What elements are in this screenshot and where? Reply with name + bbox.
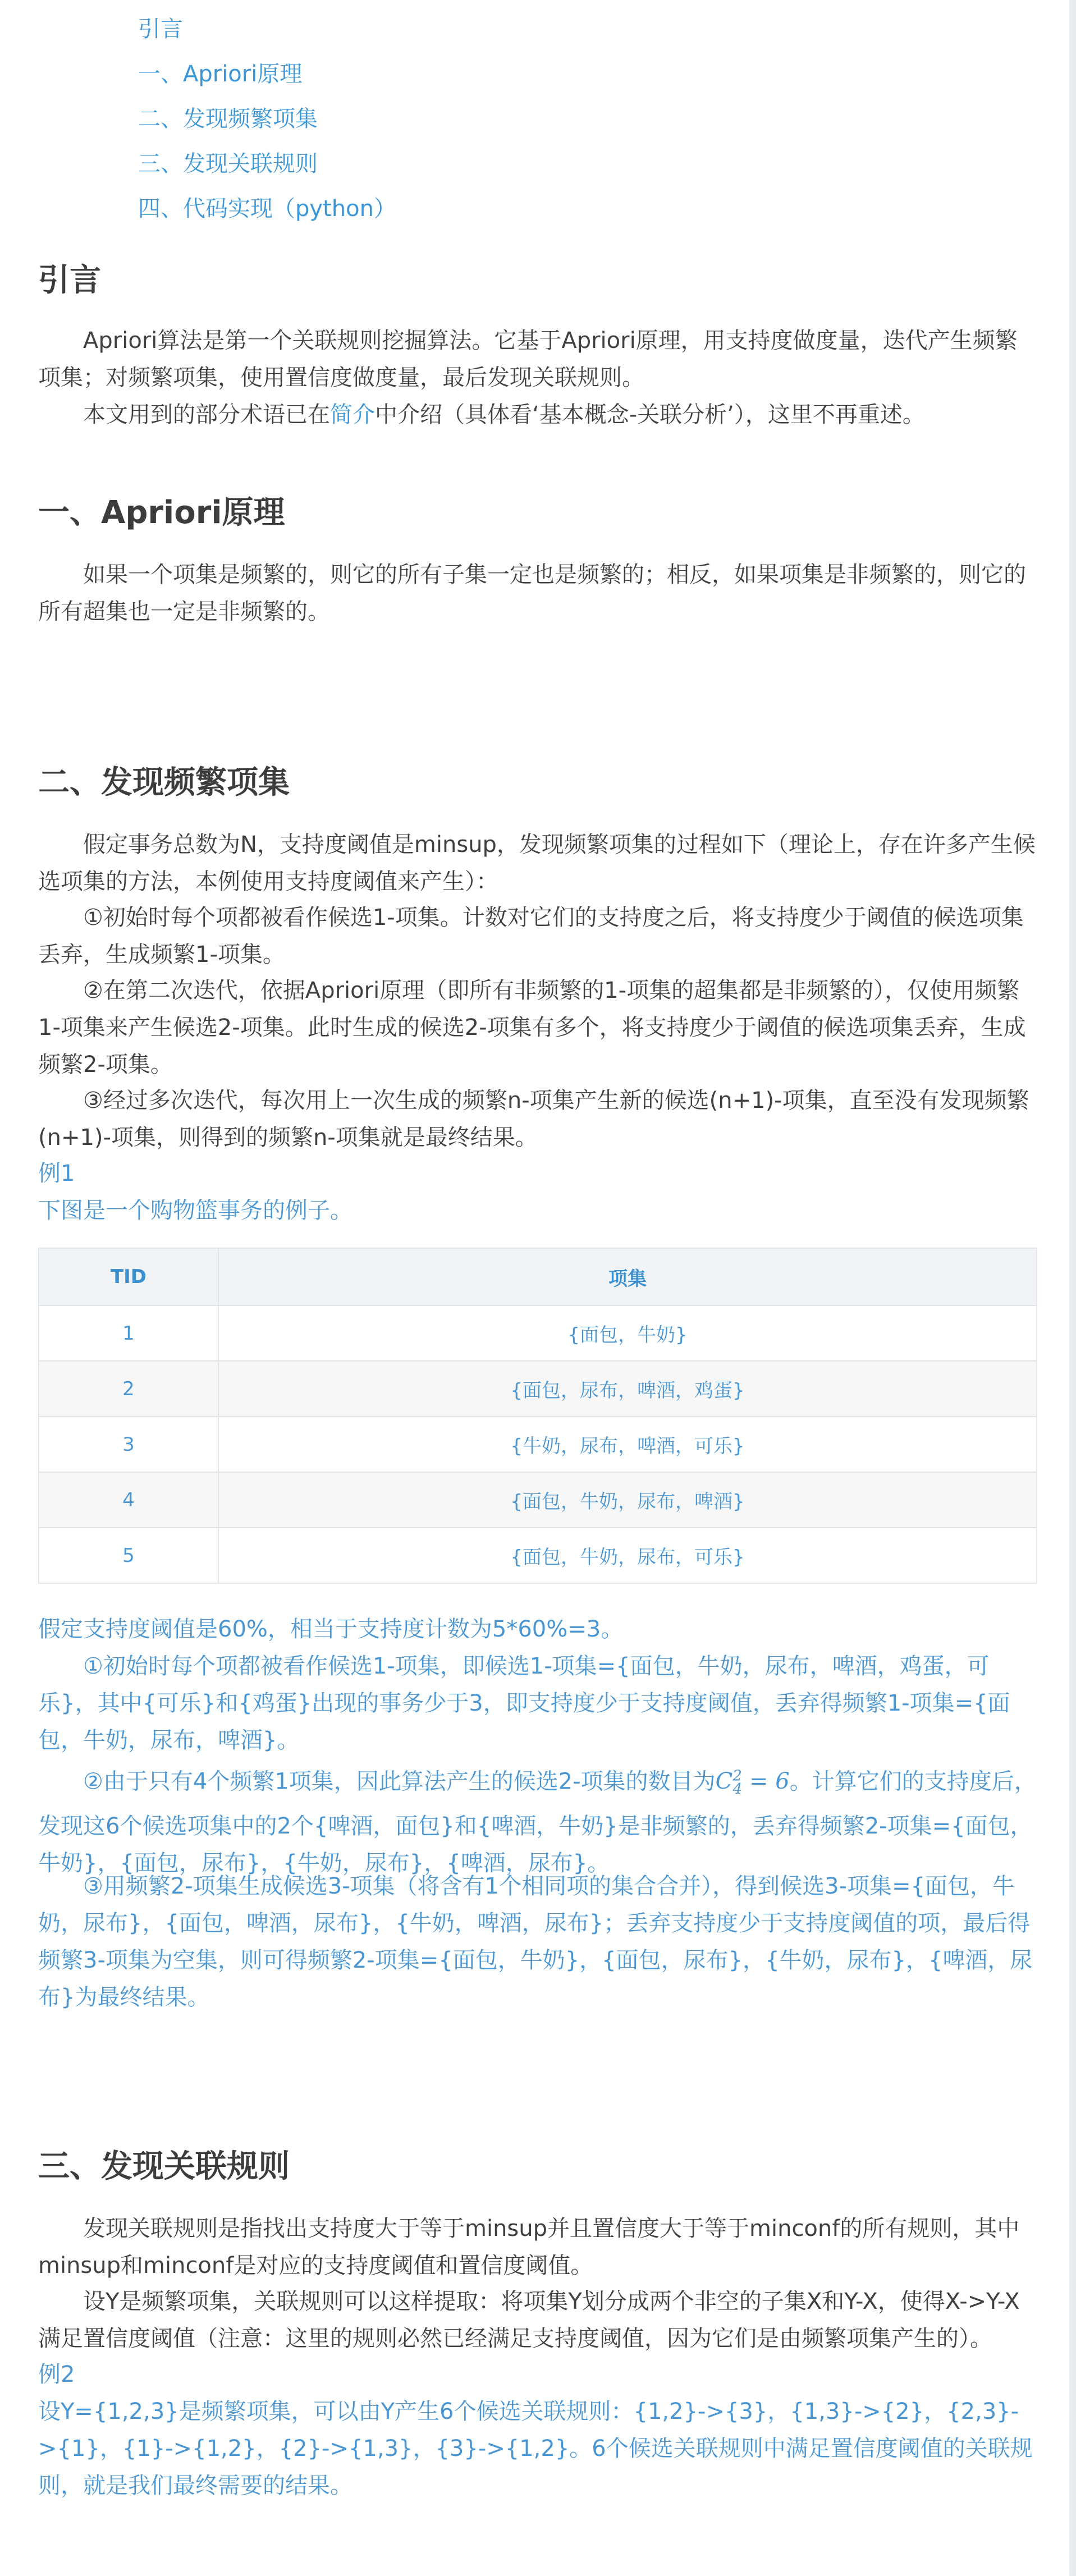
article-content (38, 0, 1037, 2499)
table-cell-tid: 4 (39, 1472, 218, 1528)
toc-link-intro[interactable]: 引言 (138, 16, 183, 42)
section3-heading: 三、发现关联规则 (38, 2148, 290, 2185)
table-row (39, 1417, 1037, 1472)
table-row (39, 1528, 1037, 1583)
table-cell-tid: 5 (39, 1528, 218, 1583)
table-cell-itemset: {面包，牛奶，尿布，可乐} (218, 1528, 1037, 1583)
table-cell-itemset: {面包，尿布，啤酒，鸡蛋} (218, 1361, 1037, 1417)
example1-step-0: 假定支持度阈值是60%，相当于支持度计数为5*60%=3。 (38, 1616, 624, 1642)
toc-item-code[interactable] (138, 192, 1076, 237)
example1-step-2-after: 。计算它们的支持度后，发现这6个候选项集中的2个{啤酒，面包}和{啤酒，牛奶}是非频繁的，丢弃得频繁2-项集={面包，牛奶}，{面包，尿布}，{牛奶，尿布}，{啤酒，尿布}。 (38, 1768, 1037, 1877)
intro-p2-before: 本文用到的部分术语已在 (83, 402, 330, 428)
formula-subscript: 4 (732, 1781, 743, 1798)
intro-paragraph-2 (38, 396, 1037, 433)
table-header-row (39, 1248, 1037, 1305)
toc-item-frequent-itemsets[interactable] (138, 102, 1076, 147)
toc-link-apriori-principle[interactable]: 一、Apriori原理 (138, 61, 303, 87)
combination-formula (715, 1768, 790, 1798)
intro-link-overview[interactable]: 简介 (330, 402, 375, 428)
table-cell-tid: 2 (39, 1361, 218, 1417)
example2-title: 例2 (38, 2362, 75, 2387)
section2-paragraph-3: ②在第二次迭代，依据Apriori原理（即所有非频繁的1-项集的超集都是非频繁的），仅使用频繁1-项集来产生候选2-项集。此时生成的候选2-项集有多个，将支持度少于阈值的候选项集丢弃，生成频繁2-项集。 (38, 978, 1026, 1078)
transactions-table (38, 1248, 1037, 1584)
formula-result: = 6 (742, 1768, 790, 1795)
example1-description: 下图是一个购物篮事务的例子。 (38, 1198, 352, 1223)
table-cell-itemset: {面包，牛奶} (218, 1305, 1037, 1361)
section2-heading: 二、发现频繁项集 (38, 764, 290, 801)
intro-heading: 引言 (38, 262, 101, 299)
table-cell-tid: 1 (39, 1305, 218, 1361)
example1-step-2-before: ②由于只有4个频繁1项集，因此算法产生的候选2-项集的数目为 (83, 1768, 716, 1795)
table-row (39, 1472, 1037, 1528)
example1-step-3: ③用频繁2-项集生成候选3-项集（将含有1个相同项的集合合并），得到候选3-项集={面包，牛奶，尿布}，{面包，啤酒，尿布}，{牛奶，啤酒，尿布}；丢弃支持度少于支持度阈值的项，最后得频繁3-项集为空集，则可得频繁2-项集={面包，牛奶}，{面包，尿布}，{牛奶，尿布}，{啤酒，尿布}为最终结果。 (38, 1873, 1033, 2010)
section3-paragraph-2: 设Y是频繁项集，关联规则可以这样提取：将项集Y划分成两个非空的子集X和Y-X，使得X->Y-X满足置信度阈值（注意：这里的规则必然已经满足支持度阈值，因为它们是由频繁项集产生的）。 (38, 2289, 1020, 2352)
table-row (39, 1361, 1037, 1417)
section1-heading: 一、Apriori原理 (38, 494, 285, 531)
table-of-contents (138, 12, 1076, 237)
table-row (39, 1305, 1037, 1361)
toc-link-frequent-itemsets[interactable]: 二、发现频繁项集 (138, 106, 318, 132)
table-header-itemset: 项集 (218, 1248, 1037, 1305)
formula-superscript: 2 (732, 1768, 742, 1785)
example2-description: 设Y={1,2,3}是频繁项集，可以由Y产生6个候选关联规则：{1,2}->{3}，{1,3}->{2}，{2,3}->{1}，{1}->{1,2}，{2}->{1,3}，{3}->{1,2}。6个候选关联规则中满足置信度阈值的关联规则，就是我们最终需要的结果。 (38, 2399, 1033, 2499)
toc-item-association-rules[interactable] (138, 147, 1076, 192)
toc-item-apriori-principle[interactable] (138, 57, 1076, 102)
section3-paragraph-1: 发现关联规则是指找出支持度大于等于minsup并且置信度大于等于minconf的所有规则，其中minsup和minconf是对应的支持度阈值和置信度阈值。 (38, 2216, 1020, 2279)
table-cell-tid: 3 (39, 1417, 218, 1472)
table-header-tid: TID (39, 1248, 218, 1305)
intro-p2-after: 中介绍（具体看‘基本概念-关联分析’），这里不再重述。 (375, 402, 925, 428)
toc-link-association-rules[interactable]: 三、发现关联规则 (138, 151, 318, 177)
section2-paragraph-4: ③经过多次迭代，每次用上一次生成的频繁n-项集产生新的候选(n+1)-项集，直至没有发现频繁(n+1)-项集，则得到的频繁n-项集就是最终结果。 (38, 1088, 1029, 1151)
formula-base: C (715, 1768, 733, 1795)
section1-paragraph-1: 如果一个项集是频繁的，则它的所有子集一定也是频繁的；相反，如果项集是非频繁的，则它的所有超集也一定是非频繁的。 (38, 562, 1026, 625)
example1-step-2 (38, 1758, 1037, 1882)
example1-step-1: ①初始时每个项都被看作候选1-项集，即候选1-项集={面包，牛奶，尿布，啤酒，鸡蛋，可乐}，其中{可乐}和{鸡蛋}出现的事务少于3，即支持度少于支持度阈值，丢弃得频繁1-项集={面包，牛奶，尿布，啤酒}。 (38, 1653, 1010, 1753)
table-cell-itemset: {牛奶，尿布，啤酒，可乐} (218, 1417, 1037, 1472)
toc-item-intro[interactable] (138, 12, 1076, 57)
intro-paragraph-1: Apriori算法是第一个关联规则挖掘算法。它基于Apriori原理，用支持度做度量，迭代产生频繁项集；对频繁项集，使用置信度做度量，最后发现关联规则。 (38, 328, 1018, 391)
section2-paragraph-2: ①初始时每个项都被看作候选1-项集。计数对它们的支持度之后，将支持度少于阈值的候选项集丢弃，生成频繁1-项集。 (38, 905, 1024, 968)
table-cell-itemset: {面包，牛奶，尿布，啤酒} (218, 1472, 1037, 1528)
example1-title: 例1 (38, 1161, 75, 1186)
section2-paragraph-1: 假定事务总数为N，支持度阈值是minsup，发现频繁项集的过程如下（理论上，存在许多产生候选项集的方法，本例使用支持度阈值来产生）： (38, 832, 1036, 895)
toc-link-code[interactable]: 四、代码实现（python） (138, 196, 396, 222)
